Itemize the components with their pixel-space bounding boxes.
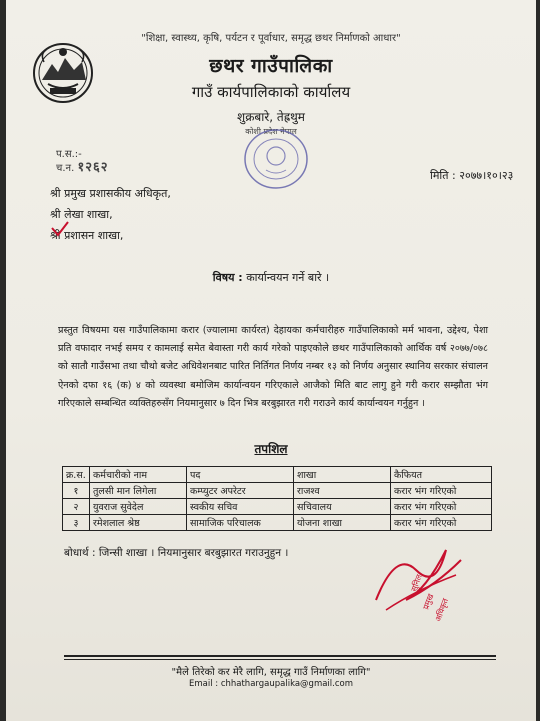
chalani-label: च.न. [56, 163, 75, 174]
table-cell: २ [63, 499, 90, 515]
table-header-cell: शाखा [294, 467, 391, 483]
employee-table [62, 466, 492, 531]
letter-page [6, 0, 536, 721]
table-cell: करार भंग गरिएको [391, 483, 492, 499]
cc-text: जिन्सी शाखा । नियमानुसार बरबुझारत गराउनुहुन । [98, 547, 289, 559]
table-cell: सचिवालय [294, 499, 391, 515]
table-header-cell: कैफियत [391, 467, 492, 483]
letter-body: प्रस्तुत विषयमा यस गाउँपालिकामा करार (ज्यालामा कार्यरत) देहायका कर्मचारीहरु गाउँपालिकाको मर्म भावना, उद्देश्य, पेशा प्रति वफादार नभई समय र कामलाई समेत बेवास्ता गरी कार्य गरेको पाइएकोले छथर गाउँपालिकाको आर्थिक वर्ष २०७७/०७८ को सातौ गाउँसभा तथा चौथो बजेट अधिवेशनबाट पारित निर्तिगत निर्णय नम्बर १३ को निर्णय अनुसार स्थानिय सरकार संचालन ऐनको दफा १६ (क) ४ को व्यवस्था बमोजिम कार्यान्वयन गरिएकाले आजैको मिति बाट लागु हुने गरी करार सम्झौता भंग गरिएकाले सम्बन्धित व्यक्तिहरुसँग नियमानुसार ७ दिन भित्र बरबुझारत गरी गराउने कार्य कार्यान्वयन गर्नुहुन । [58, 325, 488, 409]
subject-line [6, 270, 536, 285]
chalani-line [56, 157, 109, 175]
office-stamp [242, 126, 312, 196]
table-cell: सामाजिक परिचालक [187, 515, 294, 531]
province-name: कोशी प्रदेश नेपाल [245, 127, 297, 136]
table-cell: रमेशलाल श्रेष्ठ [90, 515, 187, 531]
office-location: शुक्रबारे, तेह्रथुम [237, 110, 305, 124]
signature-title: प्रमुख [421, 592, 436, 611]
letter-date [430, 168, 513, 183]
table-cell: युवराज सुवेदेल [90, 499, 187, 515]
table-header-cell: कर्मचारीको नाम [90, 467, 187, 483]
table-header-cell: क्र.स. [63, 467, 90, 483]
table-cell: राजश्व [294, 483, 391, 499]
municipality-title: छथर गाउँपालिका [209, 55, 333, 77]
table-cell: स्वकीय सचिव [187, 499, 294, 515]
date-value: २०७७।१०।२३ [459, 169, 514, 182]
checkmark-icon [50, 220, 70, 242]
signature-name: सुनिल [409, 573, 424, 593]
table-title: तपशिल [254, 442, 288, 456]
signature-role: अधिकृत [433, 597, 451, 623]
cc-line [64, 546, 288, 560]
footer-divider [64, 655, 496, 657]
letterhead-motto: "शिक्षा, स्वास्थ्य, कृषि, पर्यटन र पूर्वाधार, समृद्ध छथर निर्माणको आधार" [141, 33, 401, 44]
table-cell: १ [63, 483, 90, 499]
table-cell: योजना शाखा [294, 515, 391, 531]
office-title: गाउँ कार्यपालिकाको कार्यालय [191, 83, 351, 101]
chalani-number: १२६२ [77, 160, 109, 175]
table-cell: तुलसी मान लिगेला [90, 483, 187, 499]
addressee-3: श्री प्रशासन शाखा, [50, 229, 124, 242]
table-cell: ३ [63, 515, 90, 531]
footer-divider-thin [64, 659, 496, 660]
addressee-1: श्री प्रमुख प्रशासकीय अधिकृत, [50, 187, 171, 200]
addressee-2: श्री लेखा शाखा, [50, 208, 113, 221]
patra-sankhya-label: प.स.:- [56, 149, 82, 160]
table-header-row [63, 467, 492, 483]
table-row [63, 499, 492, 515]
table-cell: करार भंग गरिएको [391, 499, 492, 515]
footer-email: Email : chhathargaupalika@gmail.com [188, 679, 354, 689]
subject-label: विषय : [212, 271, 243, 284]
table-row [63, 515, 492, 531]
table-cell: कम्प्युटर अपरेटर [187, 483, 294, 499]
date-label: मिति : [430, 169, 456, 182]
subject-text: कार्यान्वयन गर्ने बारे । [246, 271, 330, 284]
signature-block [366, 530, 476, 634]
footer-motto: "मैले तिरेको कर मेरै लागि, समृद्ध गाउँ निर्माणका लागि" [171, 667, 371, 678]
table-header-cell: पद [187, 467, 294, 483]
table-cell: करार भंग गरिएको [391, 515, 492, 531]
cc-label: बोधार्थ : [64, 547, 96, 559]
table-row [63, 483, 492, 499]
